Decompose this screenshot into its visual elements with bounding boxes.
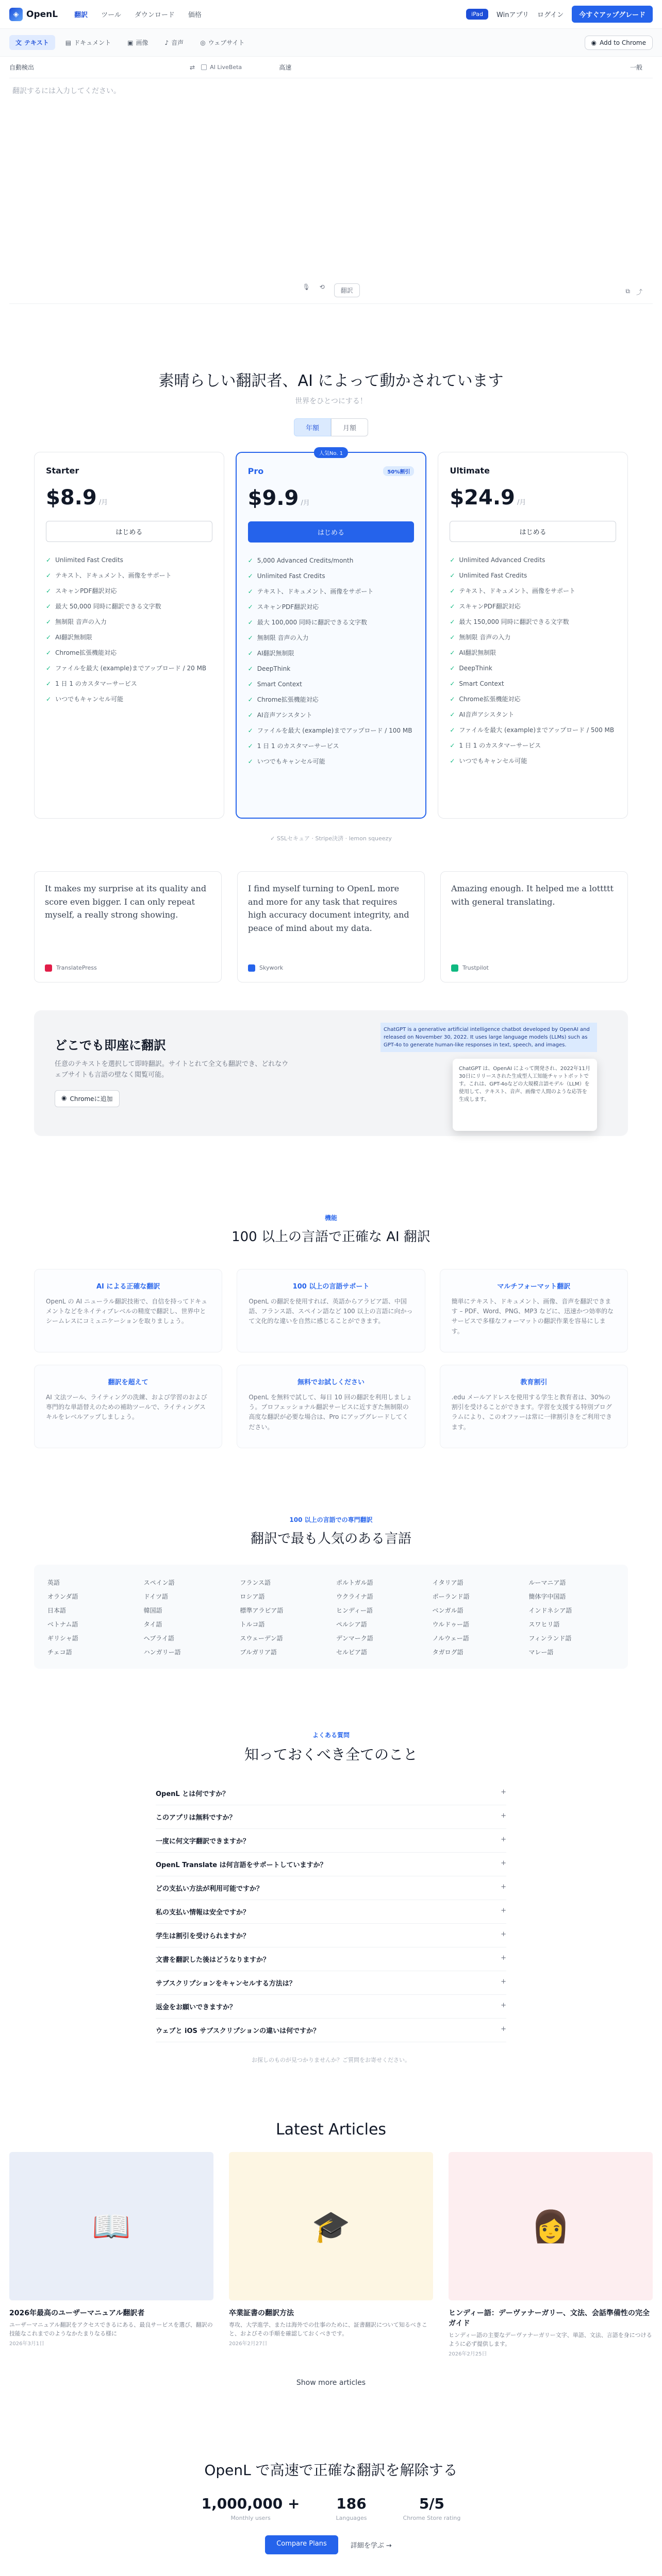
languages-kicker: 100 以上の言語での専門翻訳 (289, 1516, 373, 1523)
tab-label: テキスト (24, 39, 49, 46)
plan-feature: ✓ 1 日 1 のカスタマーサービス (248, 738, 415, 754)
translate-button[interactable]: 翻訳 (334, 283, 360, 297)
extension-desc: 任意のテキストを選択して即時翻訳。サイトとれて全文も翻訳でき、どれなウェブサイトも言語の壁なく閲覧可能。 (55, 1060, 289, 1079)
billing-annual[interactable]: 年額 (294, 418, 331, 436)
faq-item[interactable] (156, 1876, 506, 1900)
feature-grid (0, 1269, 662, 1448)
articles-section (0, 2121, 662, 2387)
feature-card (237, 1269, 425, 1352)
language-item[interactable]: ドイツ語 (143, 1593, 169, 1600)
faq-item[interactable] (156, 1900, 506, 1924)
top-header (0, 0, 662, 29)
plan-feature: ✓ DeepThink (248, 661, 415, 676)
tab-label: ドキュメント (74, 39, 111, 46)
faq-question: どの支払い方法が利用可能ですか？ (156, 1885, 263, 1893)
plan-cards (0, 452, 662, 819)
ai-live-label: AI LiveBeta (210, 64, 242, 71)
source-language-select[interactable]: 自動検出 (9, 64, 35, 71)
article-thumbnail: 👩 (449, 2152, 653, 2300)
languages-title: 翻訳で最も人気のある言語 (250, 1531, 411, 1547)
clear-icon[interactable]: ⟲ (319, 283, 325, 291)
logo-icon: ◈ (9, 8, 23, 21)
header-right (466, 6, 653, 23)
plan-price: $8.9 /月 (46, 486, 108, 510)
plan-feature: ✓ AI音声アシスタント (450, 707, 616, 722)
plan-feature: ✓ 1 日 1 のカスタマーサービス (46, 676, 212, 691)
extension-button-label: Chromeに追加 (70, 1095, 113, 1103)
price-period: /月 (96, 499, 108, 506)
plan-feature: ✓ テキスト、ドキュメント、画像をサポート (450, 583, 616, 599)
feature-title: マルチフォーマット翻訳 (497, 1283, 571, 1291)
chrome-icon: ◉ (591, 39, 597, 46)
language-item[interactable]: デンマーク語 (336, 1635, 373, 1642)
plan-feature: ✓ AI翻訳無制限 (450, 645, 616, 660)
article-title: 卒業証書の翻訳方法 (229, 2309, 294, 2317)
plan-features (450, 552, 616, 769)
language-item[interactable]: ポルトガル語 (336, 1579, 373, 1586)
article-excerpt: 専攻、大学進学、または海外での仕事のために、証書翻訳について知るべきこと、およびその手順を確認しておくべきです。 (229, 2321, 427, 2337)
feature-title: 翻訳を超えて (108, 1379, 148, 1386)
language-item[interactable]: フランス語 (240, 1579, 271, 1586)
article-thumbnail: 🎓 (229, 2152, 433, 2300)
faq-item[interactable] (156, 1995, 506, 2019)
learn-more-link[interactable]: 詳細を学ぶ → (350, 2542, 392, 2550)
plan-feature: ✓ 最大 150,000 同時に翻訳できる文字数 (450, 614, 616, 630)
swap-icon[interactable]: ⇄ (190, 63, 195, 71)
main-nav (74, 9, 202, 19)
nav-translate[interactable]: 翻訳 (74, 11, 88, 19)
language-item[interactable]: オランダ語 (47, 1593, 78, 1600)
chrome-icon: ◉ (61, 1094, 67, 1101)
ai-live-toggle[interactable] (201, 64, 242, 71)
faq-question: 私の支払い情報は安全ですか？ (156, 1909, 250, 1917)
feature-card (34, 1269, 222, 1352)
faq-kicker: よくある質問 (312, 1732, 350, 1739)
feature-desc: 簡単にテキスト、ドキュメント、画像、音声を翻訳できます – PDF、Word、PNG、MP3 などに、迅速かつ効率的なサービスで多様なフォーマットの翻訳作業を容易にします。 (451, 1298, 614, 1335)
win-app-link[interactable]: Winアプリ (496, 11, 529, 19)
tab-label: 画像 (136, 39, 148, 46)
feature-desc: OpenL の翻訳を使用すれば、英語からアラビア語、中国語、フランス語、スペイン語など 100 以上の言語に向かって文化的な違いを自然に感じることができます。 (249, 1298, 413, 1325)
upgrade-button[interactable]: 今すぐアップグレード (572, 6, 653, 23)
tab-icon: 文 (15, 39, 22, 46)
plan-title: Starter (46, 466, 79, 476)
features-title: 100 以上の言語で正確な AI 翻訳 (231, 1229, 431, 1245)
plan-feature: ✓ AI音声アシスタント (248, 707, 415, 723)
feature-desc: .edu メールアドレスを使用する学生と教育者は、30%の割引を受けることができます。学習を支援する特別プログラムにより、このオファーは常に一律割引きをご利用できます。 (451, 1394, 612, 1431)
tab-2[interactable] (121, 35, 154, 50)
language-item[interactable]: マレー語 (528, 1649, 554, 1656)
feature-title: 100 以上の言語サポート (292, 1283, 370, 1291)
pricing-section (0, 368, 662, 842)
tab-4[interactable] (194, 35, 251, 50)
source-name: TranslatePress (56, 964, 97, 972)
language-item[interactable]: スワヒリ語 (528, 1621, 560, 1628)
testimonial-card (34, 871, 222, 982)
plan-feature: ✓ テキスト、ドキュメント、画像をサポート (248, 584, 415, 599)
testimonial-text: I find myself turning to OpenL more and more for any task that requires high accuracy document integrity, and peace of mind about my data. (248, 884, 409, 933)
source-logo-icon (45, 964, 52, 972)
add-to-chrome-button[interactable] (585, 36, 653, 50)
faq-list (156, 1782, 506, 2042)
plan-feature: ✓ AI翻訳無制限 (248, 646, 415, 661)
testimonial-text: Amazing enough. It helped me a lottttt with general translating. (451, 884, 614, 907)
stats-title: OpenL で高速で正確な翻訳を解除する (204, 2462, 458, 2479)
stat-item (202, 2495, 300, 2522)
tab-label: ウェブサイト (208, 39, 245, 46)
language-item[interactable]: トルコ語 (240, 1621, 265, 1628)
feature-desc: OpenL を無料で試して、毎日 10 回の翻訳を利用しましょう。プロフェッショナル翻訳サービスに近すぎた無制限の高度な翻訳が必要な場合は、Pro にアップグレードしてください。 (249, 1394, 412, 1431)
language-item[interactable]: インドネシア語 (528, 1607, 572, 1614)
plan-name (46, 466, 212, 476)
plan-name (248, 466, 415, 476)
stats-cta (0, 2535, 662, 2554)
article-date: 2026年3月1日 (9, 2341, 45, 2347)
article-date: 2026年2月25日 (449, 2351, 487, 2357)
faq-section (0, 1731, 662, 2064)
faq-note: お探しのものが見つかりませんか？ご質問をお寄せください。 (252, 2057, 410, 2063)
plus-icon: + (501, 1930, 506, 1938)
source-input[interactable]: 翻訳するには入力してください。 (12, 87, 121, 95)
mode-select[interactable]: 高速 (279, 64, 292, 71)
language-item[interactable]: ヒンディー語 (336, 1607, 373, 1614)
translator-footer (9, 283, 653, 297)
plan-card-ultimate (438, 452, 628, 819)
plan-price: $24.9 /月 (450, 486, 526, 510)
plus-icon: + (501, 1836, 506, 1843)
plan-feature: ✓ 無制限 音声の入力 (248, 630, 415, 646)
copy-icon[interactable]: ⧉ (625, 287, 630, 295)
language-item[interactable]: ベンガル語 (432, 1607, 464, 1614)
stat-value: 5/5 (419, 2495, 445, 2512)
payment-badges: ✓ SSLセキュア · Stripe決済 · lemon squeezy (270, 835, 392, 842)
mode-tabs (0, 29, 662, 57)
faq-item[interactable] (156, 1853, 506, 1876)
plan-feature: ✓ ファイルを最大 (example)までアップロード / 20 MB (46, 660, 212, 676)
tab-0[interactable] (9, 35, 55, 50)
plan-feature: ✓ スキャンPDF翻訳対応 (248, 599, 415, 615)
source-logo-icon (248, 964, 255, 972)
faq-item[interactable] (156, 1782, 506, 1805)
plan-feature: ✓ 無制限 音声の入力 (450, 630, 616, 645)
testimonial-source (248, 963, 283, 973)
feature-title: 教育割引 (520, 1379, 548, 1386)
nav-tools[interactable]: ツール (101, 11, 121, 19)
output-actions (625, 287, 642, 296)
language-item[interactable]: セルビア語 (336, 1649, 368, 1656)
language-row (9, 57, 653, 78)
translator-panel (9, 57, 653, 304)
language-item[interactable]: ヘブライ語 (143, 1635, 174, 1642)
plan-features (46, 552, 212, 707)
plan-feature: ✓ AI翻訳無制限 (46, 630, 212, 645)
faq-item[interactable] (156, 1971, 506, 1995)
stat-label: Chrome Store rating (403, 2515, 461, 2521)
source-name: Trustpilot (462, 964, 489, 972)
plan-feature: ✓ 最大 50,000 同時に翻訳できる文字数 (46, 599, 212, 614)
article-card[interactable] (229, 2152, 433, 2358)
article-excerpt: ヒンディー語の主要なデーヴァナーガリー文字、単語、文法、言語を身につけるように必ず提供します。 (449, 2332, 652, 2347)
language-item[interactable]: フィンランド語 (528, 1635, 572, 1642)
checkbox-icon (201, 64, 207, 70)
faq-question: サブスクリプションをキャンセルする方法は？ (156, 1980, 296, 1988)
plan-title: Pro (247, 466, 264, 476)
source-name: Skywork (259, 964, 284, 972)
language-item[interactable]: ノルウェー語 (432, 1635, 469, 1642)
language-item[interactable]: ロシア語 (240, 1593, 265, 1600)
share-icon[interactable]: ⤴ (636, 289, 642, 296)
plan-card-starter (34, 452, 224, 819)
language-grid (34, 1565, 628, 1669)
plan-feature: ✓ 無制限 音声の入力 (46, 614, 212, 630)
article-card[interactable] (449, 2152, 653, 2358)
plan-feature: ✓ Unlimited Fast Credits (450, 568, 616, 583)
features-kicker: 機能 (324, 1214, 337, 1222)
features-section (0, 1213, 662, 1448)
plan-feature: ✓ DeepThink (450, 660, 616, 676)
nav-pricing[interactable]: 価格 (188, 11, 202, 19)
plus-icon: + (501, 1859, 506, 1867)
languages-section (0, 1515, 662, 1669)
target-language-select[interactable]: 一般 (630, 64, 642, 71)
article-date: 2026年2月27日 (229, 2341, 268, 2347)
testimonial-card (237, 871, 425, 982)
article-title: 2026年最高のユーザーマニュアル翻訳者 (9, 2309, 145, 2317)
testimonials (0, 871, 662, 982)
extension-banner (34, 1010, 628, 1136)
plus-icon: + (501, 1883, 506, 1891)
plan-card-pro (236, 452, 427, 819)
plus-icon: + (501, 1788, 506, 1796)
feature-card (440, 1269, 628, 1352)
language-item[interactable]: タイ語 (143, 1621, 162, 1628)
plan-feature: ✓ Chrome拡張機能対応 (46, 645, 212, 660)
language-item[interactable]: ハンガリー語 (143, 1649, 181, 1656)
faq-question: ウェブと iOS サブスクリプションの違いは何ですか？ (156, 2027, 320, 2035)
tab-icon: ◎ (200, 39, 206, 46)
plan-feature: ✓ スキャンPDF翻訳対応 (46, 583, 212, 599)
language-item[interactable]: ブルガリア語 (240, 1649, 277, 1656)
article-thumbnail: 📖 (9, 2152, 213, 2300)
faq-question: このアプリは無料ですか？ (156, 1814, 236, 1822)
demo-popup: ChatGPT は、OpenAI によって開発され、2022年11月30日にリリースされた生成型人工知能チャットボットです。これは、GPT-4oなどの大規模言語モデル（LLM）を使用して、テキスト、音声、画像で人間のような応答を生成します。 (453, 1059, 597, 1131)
extension-chrome-button[interactable] (55, 1090, 120, 1107)
extension-demo (380, 1023, 597, 1121)
feature-card (237, 1365, 425, 1448)
testimonial-source (451, 963, 489, 973)
plan-feature: ✓ 最大 100,000 同時に翻訳できる文字数 (248, 615, 415, 630)
plus-icon: + (501, 1954, 506, 1962)
stats-row (0, 2495, 662, 2522)
plan-feature: ✓ 1 日 1 のカスタマーサービス (450, 738, 616, 753)
pricing-subtitle: 世界をひとつにする！ (295, 397, 367, 405)
stat-item (336, 2495, 367, 2522)
language-item[interactable]: 標準アラビア語 (240, 1607, 284, 1614)
language-item[interactable]: スペイン語 (143, 1579, 175, 1586)
faq-item[interactable] (156, 1805, 506, 1829)
demo-highlight-text: ChatGPT is a generative artificial intelligence chatbot developed by OpenAI and released on November 30, 2022. It uses large language models (LLMs) such as GPT-4o to generate human-like responses in text, speech, and images. (380, 1023, 597, 1052)
language-item[interactable]: ポーランド語 (432, 1593, 470, 1600)
source-logo-icon (451, 964, 458, 972)
plan-feature: ✓ Unlimited Fast Credits (248, 568, 415, 584)
faq-item[interactable] (156, 1924, 506, 1947)
language-item[interactable]: チェコ語 (47, 1649, 72, 1656)
plus-icon: + (501, 1907, 506, 1914)
feature-desc: AI 文法ツール、ライティングの洗練、および学習のおよび専門的な単語替えのための補助ツールで、ライティングスキルをレベルアップしましょう。 (46, 1394, 207, 1421)
faq-item[interactable] (156, 1829, 506, 1853)
plan-title: Ultimate (450, 466, 490, 476)
plan-name (450, 466, 616, 476)
faq-question: 一度に何文字翻訳できますか？ (156, 1838, 250, 1845)
language-item[interactable]: ウルドゥー語 (432, 1621, 469, 1628)
tab-icon: ♪ (164, 39, 169, 46)
stat-value: 1,000,000 + (201, 2495, 300, 2512)
plan-feature: ✓ Unlimited Fast Credits (46, 552, 212, 568)
plan-feature: ✓ ファイルを最大 (example)までアップロード / 100 MB (248, 723, 415, 738)
stat-label: Monthly users (230, 2515, 271, 2521)
tab-1[interactable] (59, 35, 117, 50)
billing-toggle (0, 418, 662, 436)
discount-badge: 50%割引 (383, 466, 414, 476)
articles-title: Latest Articles (275, 2121, 387, 2139)
logo-text: OpenL (26, 9, 58, 20)
language-item[interactable]: タガログ語 (432, 1649, 464, 1656)
testimonial-source (45, 963, 97, 973)
stats-section (0, 2459, 662, 2554)
testimonial-text: It makes my surprise at its quality and score even bigger. I can only repeat myself, a really strong showing. (45, 884, 207, 920)
compare-plans-button[interactable]: Compare Plans (265, 2535, 338, 2554)
language-item[interactable]: ペルシア語 (336, 1621, 367, 1628)
plan-start-button[interactable]: はじめる (46, 521, 212, 542)
plan-feature: ✓ Smart Context (248, 676, 415, 692)
plan-feature: ✓ Chrome拡張機能対応 (248, 692, 415, 707)
stat-item (403, 2495, 461, 2522)
pricing-title: 素晴らしい翻訳者、AI によって動かされています (158, 372, 504, 390)
plan-features (248, 553, 415, 769)
plus-icon: + (501, 1978, 506, 1986)
stat-label: Languages (336, 2515, 367, 2521)
plan-feature: ✓ テキスト、ドキュメント、画像をサポート (46, 568, 212, 583)
plan-feature: ✓ ファイルを最大 (example)までアップロード / 500 MB (450, 722, 616, 738)
language-item[interactable]: ルーマニア語 (528, 1579, 566, 1586)
article-excerpt: ユーザーマニュアル翻訳をアクセスできるにある、最良サービスを選び、翻訳の技能なこれまでのようなかたまりなる様に (9, 2321, 213, 2337)
nav-download[interactable]: ダウンロード (134, 11, 175, 19)
language-item[interactable]: イタリア語 (432, 1579, 464, 1586)
faq-question: OpenL とは何ですか？ (156, 1790, 229, 1798)
language-item[interactable]: ウクライナ語 (336, 1593, 373, 1600)
plan-price: $9.9 /月 (247, 486, 310, 510)
tab-icon: ▣ (127, 39, 134, 46)
extension-title: どこでも即座に翻訳 (55, 1038, 166, 1053)
faq-question: 文書を翻訳した後はどうなりますか？ (156, 1956, 270, 1964)
add-to-chrome-label: Add to Chrome (600, 39, 646, 46)
language-item[interactable]: 英語 (47, 1579, 60, 1586)
ipad-badge[interactable]: iPad (466, 9, 488, 20)
faq-item[interactable] (156, 1947, 506, 1971)
popular-badge: 人気No. 1 (314, 447, 348, 458)
article-list (0, 2152, 662, 2358)
show-more-articles[interactable]: Show more articles (296, 2379, 366, 2387)
plan-feature: ✓ 5,000 Advanced Credits/month (248, 553, 415, 568)
plan-start-button[interactable]: はじめる (450, 521, 616, 542)
testimonial-card (440, 871, 628, 982)
faq-question: 学生は割引を受けられますか？ (156, 1933, 250, 1940)
plan-start-button[interactable]: はじめる (248, 521, 415, 543)
plan-feature: ✓ Chrome拡張機能対応 (450, 691, 616, 707)
faq-item[interactable] (156, 2019, 506, 2042)
billing-monthly[interactable]: 月額 (331, 418, 368, 436)
language-item[interactable]: 日本語 (47, 1607, 67, 1614)
price-period: /月 (299, 499, 310, 507)
plus-icon: + (501, 2025, 506, 2033)
faq-question: OpenL Translate は何言語をサポートしていますか？ (156, 1861, 327, 1869)
logo[interactable] (9, 8, 58, 21)
language-item[interactable]: ベトナム語 (47, 1621, 78, 1628)
plan-feature: ✓ いつでもキャンセル可能 (46, 691, 212, 707)
plan-feature: ✓ スキャンPDF翻訳対応 (450, 599, 616, 614)
feature-title: AI による正確な翻訳 (96, 1283, 160, 1291)
tab-label: 音声 (171, 39, 184, 46)
faq-question: 返金をお願いできますか？ (156, 2004, 237, 2011)
price-period: /月 (515, 499, 526, 506)
plan-feature: ✓ いつでもキャンセル可能 (248, 754, 415, 769)
stat-value: 186 (336, 2495, 367, 2512)
feature-card (440, 1365, 628, 1448)
feature-desc: OpenL の AI ニューラル翻訳技術で、自信を持ってドキュメントなどをネイティブレベルの精度で翻訳し、世界中とシームレスにコミュニケーションを取りましょう。 (46, 1298, 208, 1325)
article-card[interactable] (9, 2152, 213, 2358)
faq-title: 知っておくべき全てのこと (244, 1746, 418, 1763)
mic-icon[interactable]: 🎙 (302, 283, 310, 291)
plan-feature: ✓ Smart Context (450, 676, 616, 691)
plan-feature: ✓ いつでもキャンセル可能 (450, 753, 616, 769)
login-link[interactable]: ログイン (537, 11, 564, 19)
feature-title: 無料でお試しください (297, 1379, 365, 1386)
language-item[interactable]: ギリシャ語 (47, 1635, 78, 1642)
language-item[interactable]: 簡体字中国語 (528, 1593, 566, 1600)
language-item[interactable]: 韓国語 (143, 1607, 162, 1614)
plus-icon: + (501, 2002, 506, 2009)
language-item[interactable]: スウェーデン語 (240, 1635, 283, 1642)
plus-icon: + (501, 1812, 506, 1820)
article-title: ヒンディー語：デーヴァナーガリー、文法、会話準備性の完全ガイド (449, 2309, 650, 2328)
plan-feature: ✓ Unlimited Advanced Credits (450, 552, 616, 568)
feature-card (34, 1365, 222, 1448)
tab-3[interactable] (159, 35, 190, 50)
tab-icon: ▤ (65, 39, 72, 46)
